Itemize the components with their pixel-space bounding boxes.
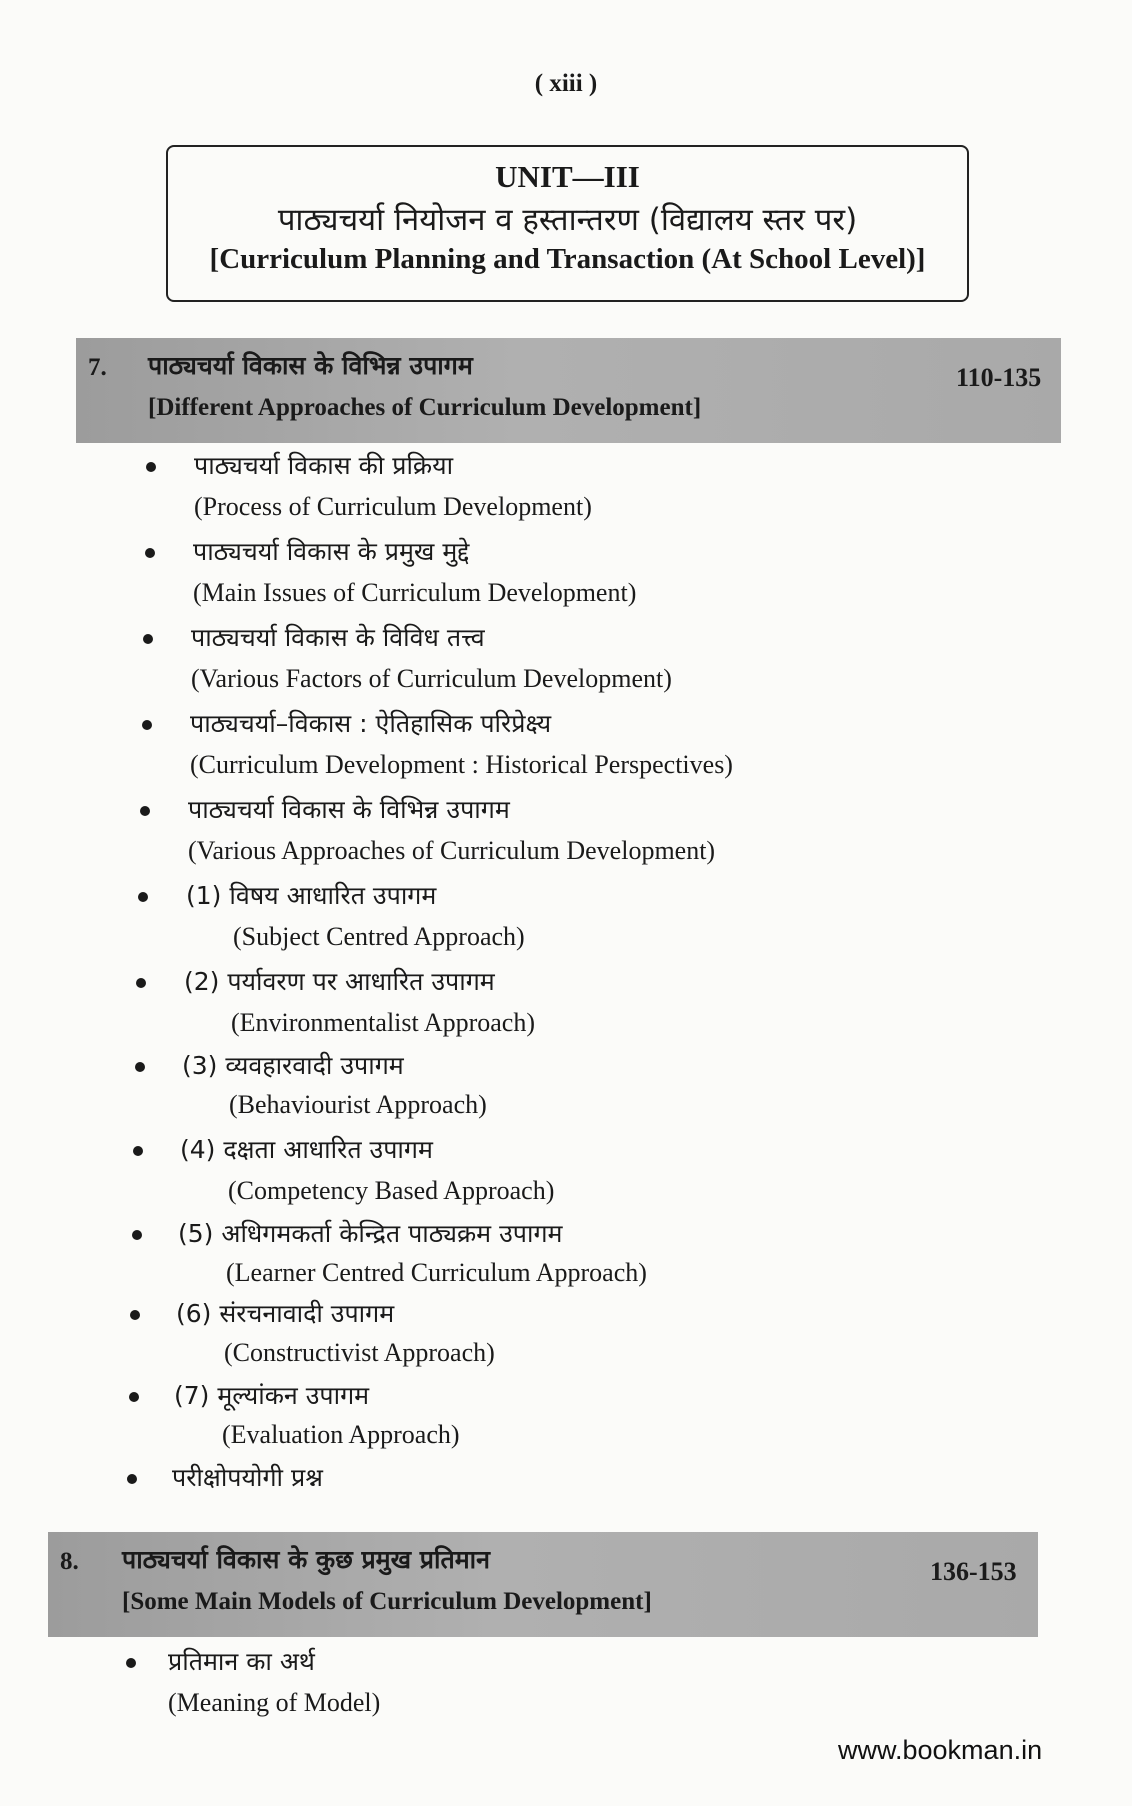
topic-hindi: (7) मूल्यांकन उपागम bbox=[174, 1381, 370, 1410]
topic-english: (Curriculum Development : Historical Perspectives) bbox=[190, 750, 733, 779]
topic-hindi: पाठ्यचर्या विकास के प्रमुख मुद्दे bbox=[193, 537, 470, 566]
topic-english: (Evaluation Approach) bbox=[222, 1420, 460, 1449]
bullet-icon bbox=[130, 1310, 140, 1320]
chapter-title-english: [Some Main Models of Curriculum Development] bbox=[122, 1588, 652, 1615]
topic-hindi: (3) व्यवहारवादी उपागम bbox=[182, 1051, 404, 1080]
bullet-icon bbox=[126, 1658, 136, 1668]
topic-english: (Constructivist Approach) bbox=[224, 1338, 495, 1367]
chapter-title-english: [Different Approaches of Curriculum Development] bbox=[148, 394, 702, 421]
bullet-icon bbox=[138, 892, 148, 902]
chapter-8-header bbox=[48, 1532, 1038, 1637]
chapter-number: 7. bbox=[88, 354, 107, 381]
bullet-icon bbox=[127, 1474, 137, 1484]
topic-hindi: (4) दक्षता आधारित उपागम bbox=[180, 1135, 433, 1164]
chapter-title-hindi: पाठ्यचर्या विकास के कुछ प्रमुख प्रतिमान bbox=[122, 1545, 491, 1574]
bullet-icon bbox=[129, 1392, 139, 1402]
bullet-icon bbox=[140, 806, 150, 816]
topic-hindi: पाठ्यचर्या विकास के विभिन्न उपागम bbox=[188, 795, 510, 824]
topic-hindi: (6) संरचनावादी उपागम bbox=[176, 1299, 395, 1328]
chapter-title-hindi: पाठ्यचर्या विकास के विभिन्न उपागम bbox=[148, 351, 473, 380]
topic-hindi: (2) पर्यावरण पर आधारित उपागम bbox=[184, 967, 495, 996]
topic-hindi: पाठ्यचर्या विकास के विविध तत्त्व bbox=[191, 623, 485, 652]
topic-english: (Competency Based Approach) bbox=[228, 1176, 555, 1205]
chapter-7-header bbox=[76, 338, 1061, 443]
topic-hindi: (1) विषय आधारित उपागम bbox=[186, 881, 437, 910]
topic-english: (Main Issues of Curriculum Development) bbox=[193, 578, 637, 607]
bullet-icon bbox=[135, 1062, 145, 1072]
topic-english: (Various Factors of Curriculum Development) bbox=[191, 664, 672, 693]
website-url: www.bookman.in bbox=[838, 1735, 1043, 1765]
topic-english: (Behaviourist Approach) bbox=[229, 1090, 487, 1119]
topic-english: (Subject Centred Approach) bbox=[233, 922, 525, 951]
chapter-pages: 136-153 bbox=[930, 1557, 1017, 1586]
bullet-icon bbox=[146, 462, 156, 472]
topic-english: (Learner Centred Curriculum Approach) bbox=[226, 1258, 647, 1287]
bullet-icon bbox=[136, 978, 146, 988]
chapter-pages: 110-135 bbox=[956, 363, 1042, 392]
topic-hindi: पाठ्यचर्या–विकास : ऐतिहासिक परिप्रेक्ष्य bbox=[190, 709, 552, 738]
topic-english: (Environmentalist Approach) bbox=[231, 1008, 535, 1037]
bullet-icon bbox=[145, 548, 155, 558]
unit-title: UNIT—III bbox=[495, 159, 640, 194]
topic-hindi: परीक्षोपयोगी प्रश्न bbox=[172, 1463, 323, 1492]
topic-english: (Various Approaches of Curriculum Development) bbox=[188, 836, 716, 865]
topic-hindi: पाठ्यचर्या विकास की प्रक्रिया bbox=[194, 451, 454, 480]
unit-title-hindi: पाठ्यचर्या नियोजन व हस्तान्तरण (विद्यालय स्तर पर) bbox=[277, 202, 858, 238]
page-number: ( xiii ) bbox=[534, 70, 598, 97]
topic-hindi: (5) अधिगमकर्ता केन्द्रित पाठ्यक्रम उपागम bbox=[178, 1219, 563, 1248]
bullet-icon bbox=[143, 634, 153, 644]
unit-header-box bbox=[166, 145, 969, 302]
bullet-icon bbox=[142, 720, 152, 730]
topic-english: (Process of Curriculum Development) bbox=[194, 492, 592, 521]
bullet-icon bbox=[132, 1230, 142, 1240]
chapter-number: 8. bbox=[60, 1548, 79, 1575]
topic-hindi: प्रतिमान का अर्थ bbox=[168, 1647, 315, 1676]
topic-english: (Meaning of Model) bbox=[168, 1688, 381, 1717]
bullet-icon bbox=[133, 1146, 143, 1156]
unit-title-english: [Curriculum Planning and Transaction (At School Level)] bbox=[209, 243, 926, 275]
